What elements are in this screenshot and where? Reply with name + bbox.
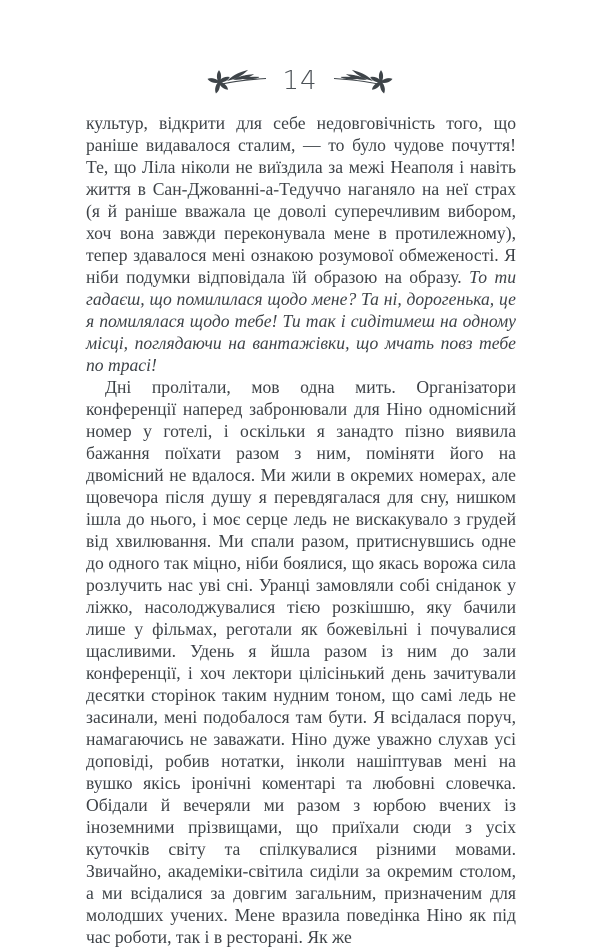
paragraph-continuation (86, 112, 516, 376)
page-header (0, 60, 600, 102)
page-number: 14 (282, 66, 318, 96)
paragraph-regular-text: Дні пролітали, мов одна мить. Організатори конференції наперед забронювали для Ніно одномісний номер у готелі, і оскільки я занадто пізно виявила бажання поїхати разом з ним, поміняти його на двомісний не вдалося. Ми жили в окремих номерах, але щовечора після душу я перевдягалася для сну, нишком ішла до нього, і моє серце ледь не вискакувало з грудей від хвилювання. Ми спали разом, притиснувшись одне до одного так міцно, ніби боялися, що якась ворожа сила розлучить нас уві сні. Уранці замовляли собі сніданок у ліжко, насолоджувалися тією розкішшю, яку бачили лише у фільмах, реготали як божевільні і почувалися щасливими. Удень я йшла разом із ним до зали конференції, і хоч лектори цілісінький день зачитували десятки сторінок таким нудним тоном, що самі ледь не засинали, мені подобалося там бути. Я всідалася поруч, намагаючись не заважати. Ніно дуже уважно слухав усі доповіді, робив нотатки, інколи нашіптував мені на вушко якісь іронічні коментарі та любовні словечка. Обідали й вечеряли ми разом з юрбою вчених із іноземними прізвищами, що приїхали сюди з усіх куточків світу та спілкувалися різними мовами. Звичайно, академіки-світила сиділи за окремим столом, а ми всідалися за довгим загальним, призначеним для молодших учених. Мене вразила поведінка Ніно як під час роботи, так і в ресторані. Як же (86, 377, 516, 947)
leaf-sprig-right-icon (332, 64, 394, 98)
paragraph-regular-text: культур, відкрити для себе недовговічність того, що раніше видавалося сталим, — то було чудове почуття! Те, що Ліла ніколи не виїздила за межі Неаполя і навіть життя в Сан-Джованні-а-Тедуччо наганяло на неї страх (я й раніше вважала це доволі суперечливим вибором, хоч вона завжди переконувала мене в протилежному), тепер здавалося мені ознакою розумової обмеженості. Я ніби подумки відповідала їй образою на образу. (86, 113, 516, 287)
paragraph-conference-days (86, 376, 516, 947)
text-block (86, 112, 516, 947)
leaf-sprig-left-icon (206, 64, 268, 98)
inner-monologue-italic-text: То ти гадаєш, що помилилася щодо мене? Та ні, дорогенька, це я помилялася щодо тебе! Ти так і сидітимеш на одному місці, поглядаючи на вантажівки, що мчать повз тебе по трасі! (86, 267, 516, 375)
